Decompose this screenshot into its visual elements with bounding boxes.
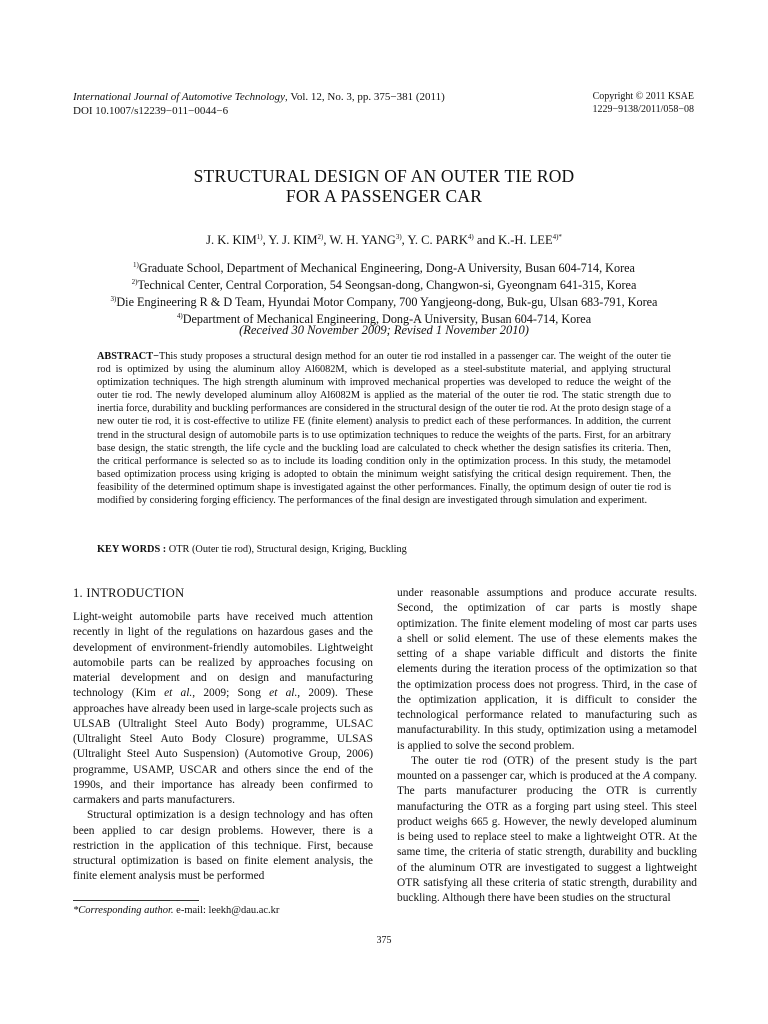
keywords-label: KEY WORDS : (97, 544, 167, 555)
section-heading: 1. INTRODUCTION (73, 586, 185, 600)
title-line-1: STRUCTURAL DESIGN OF AN OUTER TIE ROD (193, 166, 575, 186)
author: Y. J. KIM$^{2)}$, (268, 233, 330, 248)
doi: DOI 10.1007/s12239−011−0044−6 (73, 105, 229, 117)
author: J. K. KIM$^{1)}$, (206, 233, 269, 248)
footnote (73, 905, 279, 916)
journal-header (73, 90, 445, 118)
abstract-text: This study proposes a structural design method for an outer tie rod installed in a passenger car. The weight of the outer tie rod is optimized by using the aluminum alloy Al6082M, which is developed as a steel-substitute material, and applying structural optimization techniques. The high strength aluminum with improved mechanical properties was developed to reduce the weight of the outer tie rod. The newly developed aluminum alloy Al6082M is applied as the material of the outer tie rod. The static strength due to inertia force, durability and buckling performances are considered in the structural design of the outer tie rod. At the proto design stage of a new outer tie rod, it is cost-effective to utilize FE (finite element) analysis to predict each of these performances. In addition, the current trend in the structural design of automobile parts is to use optimization techniques to reduce the weights of the parts. First, for an arbitrary base design, the static strength, the life cycle and the buckling load are calculated to check whether the design satisfies its criteria. Then, the critical performance is selected so as to include its loading condition only in the optimization process. In this study, the metamodel based optimization process using kriging is adopted to obtain the minimum weight satisfying the critical design requirement. Then, the feasibility of the determined optimum shape is investigated against the other performances. Finally, the optimum design of outer tie rod is modified by considering forging efficiency. The performances of the final design are investigated through simulation and experiment. (97, 351, 671, 507)
paragraph: Light-weight automobile parts have received much attention recently in light of the regulations on hazardous gases and the development of environment-friendly automobiles. Lightweight automobile parts can be realized by approaches focusing on material development and on design and manufacturing technology (Kim et al., 2009; Song et al., 2009). These approaches have already been used in large-scale projects such as ULSAB (Ultralight Steel Auto Body) programme, ULSAC (Ultralight Steel Auto Body Closure) programme, ULSAS (Ultralight Steel Auto Suspension) (Automotive Group, 2006) programme, USAMP, USCAR and others since the end of the 1990s, and their importance has already been confirmed to carmakers and parts manufacturers. (73, 611, 373, 806)
footnote-text: e-mail: leekh@dau.ac.kr (173, 905, 280, 916)
paragraph: The outer tie rod (OTR) of the present study is the part mounted on a passenger car, which is produced at the A company. The parts manufacturer producing the OTR is currently manufacturing the OTR as a forging part using steel. This steel product weighs 665 g. However, the newly developed aluminum is being used to replace steel to make a lightweight OTR. At the same time, the criteria of static strength, durability and buckling of the aluminum OTR are investigated to suggest a lightweight OTR satisfying all these criteria of static strength, durability and buckling. Although there have been studies on the structural (397, 754, 697, 904)
affiliation: $^{2)}$Technical Center, Central Corporation, 54 Seongsan-dong, Changwon-si, Gyeongnam 641-315, Korea (131, 278, 637, 293)
paragraph: Structural optimization is a design technology and has often been applied to car design problems. However, there is a restriction in the application of this technique. First, because structural optimization is based on finite element analysis, the finite element analysis must be performed (73, 809, 373, 883)
footnote-label: *Corresponding author. (73, 905, 174, 916)
paper-title (0, 166, 768, 206)
page-number: 375 (376, 935, 392, 946)
affiliation: $^{4)}$Department of Mechanical Engineering, Dong-A University, Busan 604-714, Korea (176, 312, 592, 327)
journal-name: International Journal of Automotive Technology (73, 91, 286, 103)
citation-line (73, 90, 445, 104)
title-line-2: FOR A PASSENGER CAR (285, 186, 483, 206)
column-right (397, 586, 697, 906)
received-dates: (Received 30 November 2009; Revised 1 November 2010) (239, 323, 529, 337)
footnote-rule (73, 900, 199, 901)
keywords-text: OTR (Outer tie rod), Structural design, Kriging, Buckling (166, 544, 407, 555)
author-list (0, 233, 768, 248)
copyright-header (593, 90, 694, 116)
affiliation: $^{1)}$Graduate School, Department of Mechanical Engineering, Dong-A University, Busan 604-714, Korea (133, 261, 635, 276)
affiliation: $^{3)}$Die Engineering R & D Team, Hyundai Motor Company, 700 Yangjeong-dong, Buk-gu, Ulsan 683-791, Korea (110, 295, 658, 310)
abstract-label: ABSTRACT− (97, 351, 159, 362)
keywords (97, 544, 671, 555)
issn: 1229−9138/2011/058−08 (592, 104, 694, 115)
author: K.-H. $LEE^{4)*}$ (498, 233, 562, 248)
paragraph: under reasonable assumptions and produce accurate results. Second, the optimization of car parts is mostly shape optimization. The finite element modeling of most car parts uses a shell or solid element. The use of these elements makes the setting of a shape variable difficult and distorts the finite elements during the iteration process of the optimization so that the optimization process does not progress. Third, in the case of the optimization application, it is difficult to consider the technological performance related to manufacturing such as manufacturability. In this study, optimization using a metamodel is applied to solve the second problem. (397, 587, 697, 752)
citation-details: , Vol. 12, No. 3, pp. 375−381 (2011) (285, 91, 445, 103)
copyright: Copyright © 2011 KSAE (592, 91, 694, 102)
abstract (97, 350, 671, 507)
affiliation-list (0, 258, 768, 326)
column-left (73, 610, 373, 885)
author: Y. C. PARK$^{4)}$ and (407, 233, 499, 248)
author: W. H. YANG$^{3)}$, (329, 233, 408, 248)
